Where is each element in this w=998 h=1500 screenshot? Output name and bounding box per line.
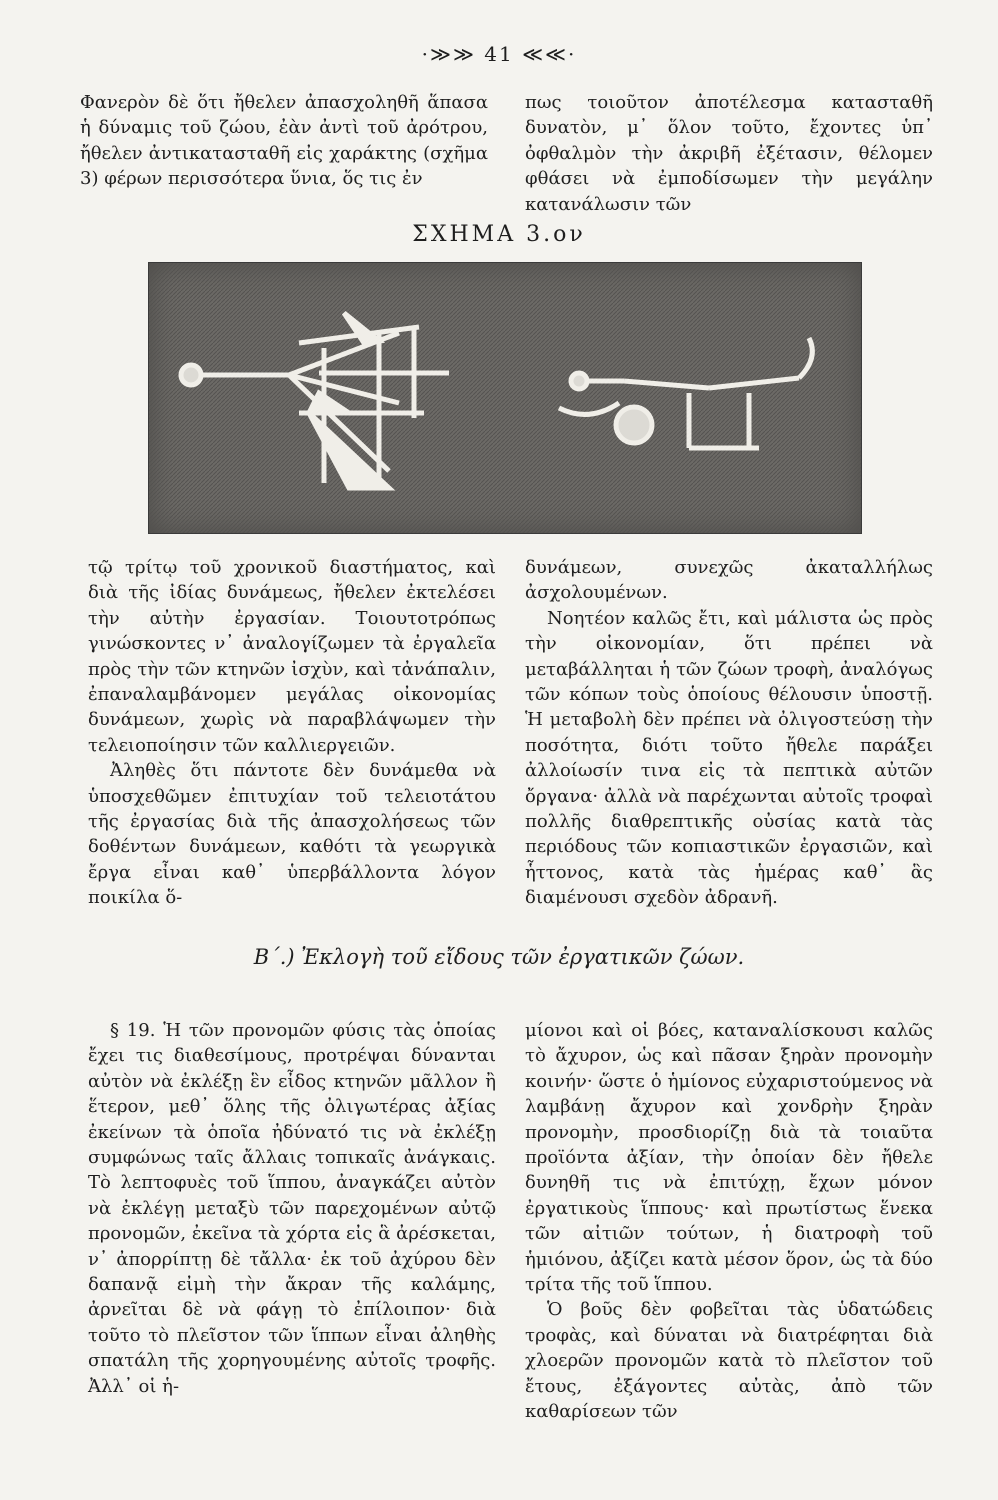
mid-left-column [88, 555, 496, 911]
page-ornament-right: ≪≪· [522, 42, 577, 66]
cultivator-illustration [149, 263, 861, 533]
paragraph: μίονοι καὶ οἱ βόες, καταναλίσκουσι καλῶς τὸ ἄχυρον, ὡς καὶ πᾶσαν ξηρὰν προνομὴν κοινήν· ὥστε ὁ ἡμίονος εὐχαριστούμενος νὰ λαμβάνῃ ἄχυρον καὶ χονδρὴν ξηρὰν προνομὴν, προσδιορίζῃ διὰ τὰ τοιαῦτα προϊόντα ἀξίαν, τὴν ὁποίαν δὲν ἤθελε δυνηθῆ τις νὰ ἐπιτύχῃ, ἔχων μόνον ἐργατικοὺς ἵππους· καὶ πρωτίστως ἕνεκα τῶν αἰτιῶν τούτων, ἡ διατροφὴ τοῦ ἡμιόνου, ἀξίζει κατὰ μέσον ὅρον, ὡς τὰ δύο τρίτα τῆς τοῦ ἵππου. [525, 1020, 933, 1296]
mid-right-column [525, 555, 933, 911]
paragraph: τῷ τρίτῳ τοῦ χρονικοῦ διαστήματος, καὶ διὰ τῆς ἰδίας δυνάμεως, ἤθελεν ἐκτελέσει τὴν αὐτὴν ἐργασίαν. Τοιουτοτρόπως γινώσκοντες ν᾽ ἀναλογίζωμεν τὰ ἐργαλεῖα πρὸς τὴν τῶν κτηνῶν ἰσχὺν, καὶ τἀνάπαλιν, ἐπαναλαμβάνομεν μεγάλας οἰκονομίας δυνάμεων, χωρὶς νὰ παραβλάψωμεν τὴν τελειοποίησιν τῶν καλλιεργειῶν. [88, 557, 496, 756]
paragraph: δυνάμεων, συνεχῶς ἀκαταλλήλως ἀσχολουμένων. [525, 557, 933, 604]
paragraph: Ὁ βοῦς δὲν φοβεῖται τὰς ὑδατώδεις τροφὰς, καὶ δύναται νὰ διατρέφηται διὰ χλοερῶν προνομῶν κατὰ τὸ πλεῖστον τοῦ ἔτους, ἐξάγοντες αὐτὰς, ἀπὸ τῶν καθαρίσεων τῶν [525, 1299, 933, 1423]
page-number: 41 [484, 42, 514, 66]
paragraph: Φανερὸν δὲ ὅτι ἤθελεν ἀπασχοληθῆ ἅπασα ἡ δύναμις τοῦ ζώου, ἐὰν ἀντὶ τοῦ ἀρότρου, ἤθελεν ἀντικατασταθῆ εἰς χαράκτης (σχῆμα 3) φέρων περισσότερα ὕνια, ὅς τις ἐν [80, 92, 488, 190]
page-number-line [0, 42, 998, 66]
top-right-column [525, 90, 933, 217]
bottom-left-column [88, 1018, 496, 1399]
paragraph: Νοητέον καλῶς ἔτι, καὶ μάλιστα ὡς πρὸς τὴν οἰκονομίαν, ὅτι πρέπει νὰ μεταβάλληται ἡ τῶν ζώων τροφὴ, ἀναλόγως τῶν κόπων τοὺς ὁποίους θέλουσιν ὑποστῇ. Ἡ μεταβολὴ δὲν πρέπει νὰ ὀλιγοστεύσῃ τὴν ποσότητα, διότι τοῦτο ἤθελε παράξει ἀλλοίωσίν τινα εἰς τὰ πεπτικὰ αὐτῶν ὄργανα· ἀλλὰ νὰ παρέχωνται αὐτοῖς τροφαὶ πολλῆς διαθρεπτικῆς οὐσίας κατὰ τὰς περιόδους τῶν κοπιαστικῶν ἐργασιῶν, καὶ ἧττονος, κατὰ τὰς ἡμέρας καθ᾽ ἃς διαμένουσι σχεδὸν ἀδρανῆ. [525, 607, 933, 909]
paragraph: Ἀληθὲς ὅτι πάντοτε δὲν δυνάμεθα νὰ ὑποσχεθῶμεν ἐπιτυχίαν τοῦ τελειοτάτου τῆς ἐργασίας διὰ τῆς ἀπασχολήσεως τῶν δοθέντων δυνάμεων, καθότι τὰ γεωργικὰ ἔργα εἶναι καθ᾽ ὑπερβάλλοντα λόγον ποικίλα ὅ- [88, 760, 496, 909]
paragraph: πως τοιοῦτον ἀποτέλεσμα κατασταθῆ δυνατὸν, μ᾽ ὅλον τοῦτο, ἔχοντες ὑπ᾽ ὀφθαλμὸν τὴν ἀκριβῆ ἐξέτασιν, θέλομεν φθάσει νὰ ἐμποδίσωμεν τὴν μεγάλην κατανάλωσιν τῶν [525, 92, 933, 215]
paragraph: § 19. Ἡ τῶν προνομῶν φύσις τὰς ὁποίας ἔχει τις διαθεσίμους, προτρέψαι δύνανται αὐτὸν νὰ ἐκλέξῃ ἓν εἶδος κτηνῶν μᾶλλον ἢ ἕτερον, μεθ᾽ ὅλης τῆς ὀλιγωτέρας ἀξίας ἐκείνων τὰ ὁποῖα ἠδύνατό τις νὰ ἐκλέξῃ συμφώνως ταῖς ἄλλαις τοπικαῖς ἀνάγκαις. Τὸ λεπτοφυὲς τοῦ ἵππου, ἀναγκάζει αὐτὸν νὰ ἐκλέγῃ μεταξὺ τῶν παρεχομένων αὐτῷ προνομῶν, ἐκεῖνα τὰ χόρτα εἰς ἃ ἀρέσκεται, ν᾽ ἀπορρίπτῃ δὲ τἄλλα· ἐκ τοῦ ἀχύρου δὲν δαπανᾷ εἰμὴ τὴν ἄκραν τῆς καλάμης, ἀρνεῖται δὲ νὰ φάγῃ τὸ ἐπίλοιπον· διὰ τοῦτο τὸ πλεῖστον τῶν ἵππων εἶναι ἀληθὴς σπατάλη τῆς χορηγουμένης αὐτοῖς τροφῆς. Ἀλλ᾽ οἱ ἡ- [88, 1020, 496, 1397]
bottom-right-column [525, 1018, 933, 1425]
page-ornament-left: ·≫≫ [421, 42, 476, 66]
figure-title: ΣΧΗΜΑ 3.ον [412, 222, 586, 247]
figure-cultivator-engraving [148, 262, 862, 534]
top-left-column [80, 90, 488, 192]
section-heading: Β΄.) Ἐκλογὴ τοῦ εἴδους τῶν ἐργατικῶν ζώων. [253, 945, 745, 969]
